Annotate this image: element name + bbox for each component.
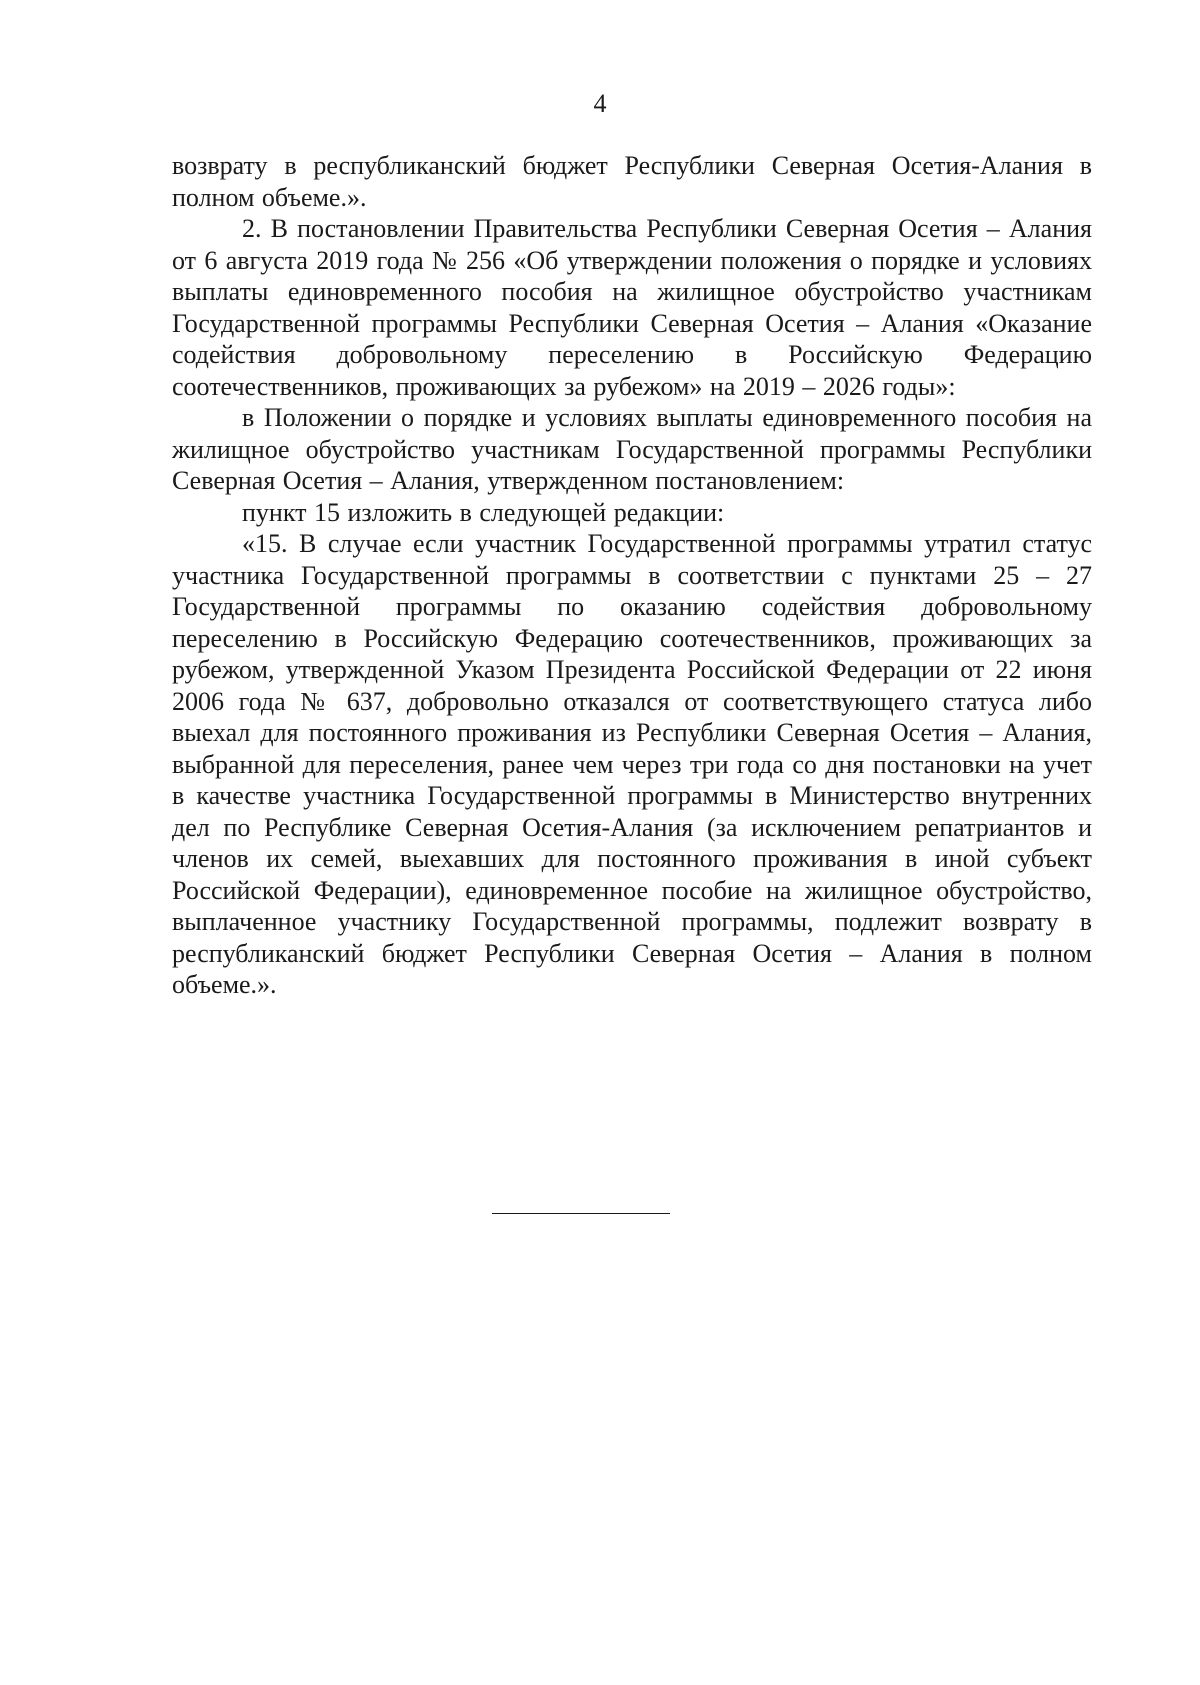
paragraph-regulation-reference: в Положении о порядке и условиях выплаты единовременного пособия на жилищное обустройство участникам Государственной программы Республики Северная Осетия – Алания, утвержденном постановлением: (172, 403, 1092, 495)
paragraph-amendment-instruction: пункт 15 изложить в следующей редакции: (242, 497, 725, 527)
paragraph-item-2: 2. В постановлении Правительства Республики Северная Осетия – Алания от 6 августа 2019 года № 256 «Об утверждении положения о порядке и условиях выплаты единовременного пособия на жилищное обустройство участникам Государственной программы Республики Северная Осетия – Алания «Оказание содействия добровольному переселению в Российскую Федерацию соотечественников, проживающих за рубежом» на 2019 – 2026 годы»: (172, 214, 1092, 401)
paragraph-continuation: возврату в республиканский бюджет Республики Северная Осетия-Алания в полном объеме.». (172, 151, 1092, 212)
document-body (172, 150, 1092, 1001)
closing-divider (492, 1213, 670, 1214)
page-number: 4 (593, 89, 607, 118)
paragraph-point-15: «15. В случае если участник Государственной программы утратил статус участника Государственной программы в соответствии с пунктами 25 – 27 Государственной программы по оказанию содействия добровольному переселению в Российскую Федерацию соотечественников, проживающих за рубежом, утвержденной Указом Президента Российской Федерации от 22 июня 2006 года № 637, добровольно отказался от соответствующего статуса либо выехал для постоянного проживания из Республики Северная Осетия – Алания, выбранной для переселения, ранее чем через три года со дня постановки на учет в качестве участника Государственной программы в Министерство внутренних дел по Республике Северная Осетия-Алания (за исключением репатриантов и членов их семей, выехавших для постоянного проживания в иной субъект Российской Федерации), единовременное пособие на жилищное обустройство, выплаченное участнику Государственной программы, подлежит возврату в республиканский бюджет Республики Северная Осетия – Алания в полном объеме.». (172, 529, 1092, 999)
